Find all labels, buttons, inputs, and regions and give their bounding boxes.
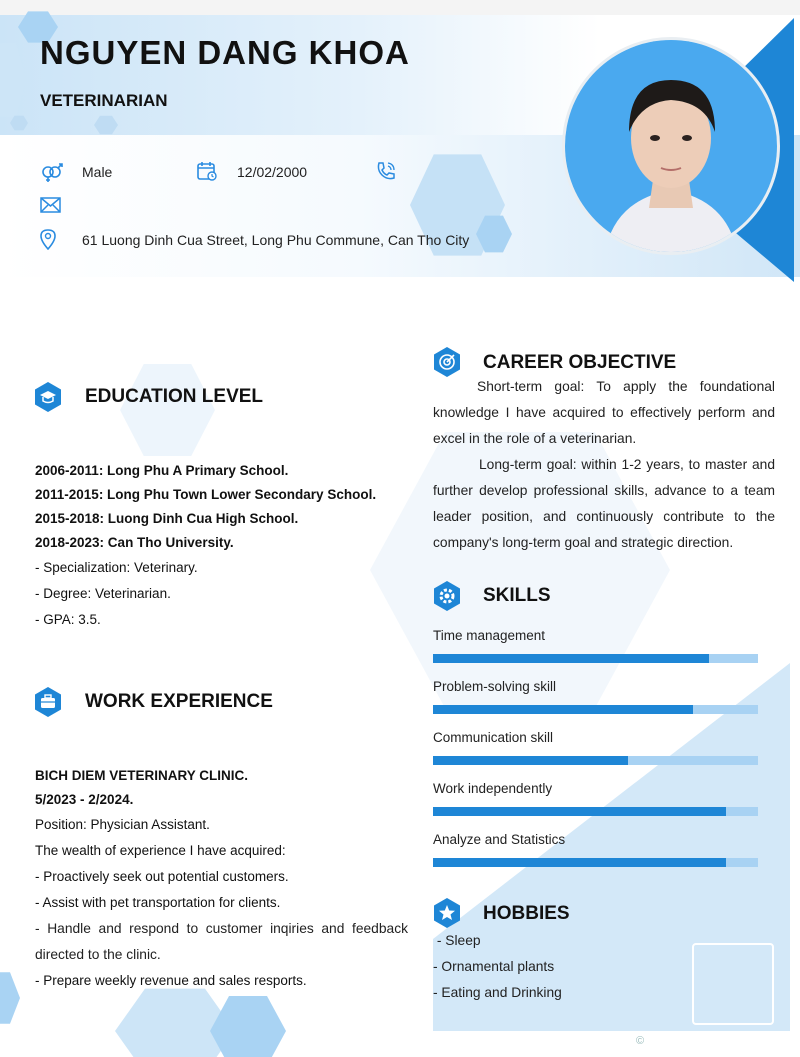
portrait-image (565, 40, 777, 252)
decor-box (692, 943, 774, 1025)
skill-label: Problem-solving skill (433, 679, 557, 694)
gear-icon (433, 581, 461, 609)
star-icon (433, 898, 461, 926)
target-icon (433, 347, 461, 375)
work-intro: The wealth of experience I have acquired: (35, 843, 286, 858)
education-detail: - Specialization: Veterinary. (35, 560, 198, 575)
skill-bar (433, 756, 758, 765)
skill-bar-fill (433, 807, 726, 816)
work-period: 5/2023 - 2/2024. (35, 792, 134, 807)
skill-label: Communication skill (433, 730, 554, 745)
skill-label: Work independently (433, 781, 553, 796)
skill-label: Analyze and Statistics (433, 832, 566, 847)
calendar-icon (196, 160, 218, 182)
hobbies-title: HOBBIES (483, 903, 570, 924)
work-position: Position: Physician Assistant. (35, 817, 210, 832)
skill-bar-fill (433, 756, 628, 765)
education-school: 2015-2018: Luong Dinh Cua High School. (35, 511, 299, 526)
skill-label: Time management (433, 628, 546, 643)
skills-title: SKILLS (483, 585, 551, 606)
profile-photo (562, 37, 780, 255)
top-strip (0, 0, 800, 15)
address-value: 61 Luong Dinh Cua Street, Long Phu Commune, Can Tho City (82, 232, 470, 248)
education-detail: - GPA: 3.5. (35, 612, 101, 627)
skill-bar (433, 705, 758, 714)
birthdate-value: 12/02/2000 (237, 164, 308, 180)
candidate-role: VETERINARIAN (40, 91, 168, 110)
mail-icon (40, 196, 62, 218)
hobby-item: - Eating and Drinking (433, 985, 562, 1000)
skill-bar (433, 654, 758, 663)
career-short-term: Short-term goal: To apply the foundational knowledge I have acquired to effectively perform and excel in the role of a veterinarian. (433, 379, 775, 446)
work-item: - Assist with pet transportation for clients. (35, 895, 281, 910)
hobby-item: - Ornamental plants (433, 959, 555, 974)
work-item: - Proactively seek out potential customers. (35, 869, 289, 884)
decor-hexagon (0, 970, 20, 1026)
gender-value: Male (82, 164, 113, 180)
work-item: - Prepare weekly revenue and sales resports. (35, 973, 307, 988)
skill-bar-fill (433, 705, 693, 714)
hobby-item: - Sleep (433, 933, 481, 948)
copyright-mark: © (636, 1035, 645, 1047)
gender-icon (40, 162, 62, 184)
education-school: 2018-2023: Can Tho University. (35, 535, 234, 550)
decor-hexagon (120, 360, 215, 460)
education-school: 2006-2011: Long Phu A Primary School. (35, 463, 289, 478)
education-school: 2011-2015: Long Phu Town Lower Secondary School. (35, 487, 377, 502)
work-title: WORK EXPERIENCE (85, 691, 273, 712)
candidate-name: NGUYEN DANG KHOA (40, 34, 410, 71)
skill-bar (433, 807, 758, 816)
education-title: EDUCATION LEVEL (85, 386, 264, 407)
skill-bar (433, 858, 758, 867)
phone-icon (375, 160, 397, 182)
education-detail: - Degree: Veterinarian. (35, 586, 171, 601)
work-item: - Handle and respond to customer inqiries and feedback directed to the clinic. (35, 921, 408, 962)
location-pin-icon (38, 228, 60, 250)
skill-bar-fill (433, 654, 709, 663)
career-long-term: Long-term goal: within 1-2 years, to master and further develop professional skills, advance to a team leader position, and continuously contribute to the company's long-term goal and strategic direction. (433, 457, 775, 550)
skill-bar-fill (433, 858, 726, 867)
work-company: BICH DIEM VETERINARY CLINIC. (35, 768, 249, 783)
briefcase-icon (34, 687, 62, 715)
graduation-cap-icon (34, 382, 62, 410)
career-title: CAREER OBJECTIVE (483, 352, 677, 373)
decor-hexagon (210, 993, 286, 1057)
